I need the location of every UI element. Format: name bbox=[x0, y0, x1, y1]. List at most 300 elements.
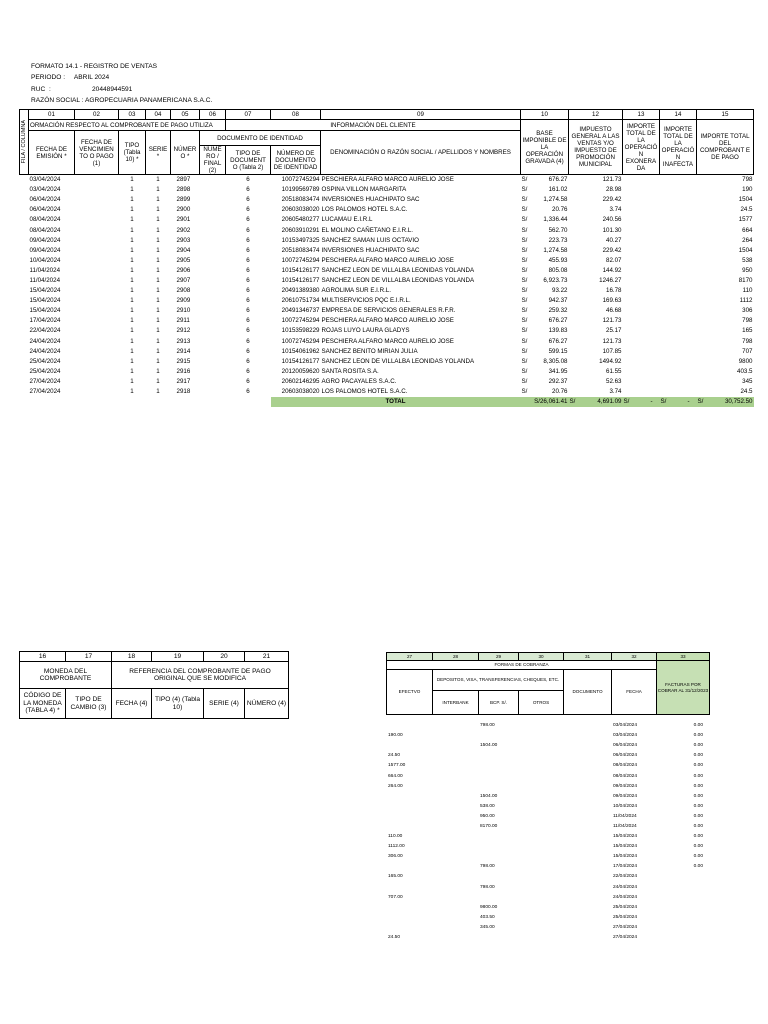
interbank-header: INTERBANK bbox=[433, 691, 479, 715]
empty-cell bbox=[75, 306, 119, 316]
empty-cell bbox=[432, 872, 478, 882]
cell-tipo-doc: 6 bbox=[246, 377, 250, 385]
cell-igv: 229.42 bbox=[602, 196, 622, 204]
empty-cell bbox=[200, 387, 226, 397]
empty-cell bbox=[20, 246, 29, 256]
empty-cell bbox=[518, 731, 563, 741]
cell-razon-social: LOS PALOMOS HOTEL S.A.C. bbox=[321, 388, 408, 396]
currency-symbol: S/ bbox=[521, 236, 528, 244]
cell-bcp bbox=[478, 832, 518, 842]
cell-igv: 169.63 bbox=[602, 297, 622, 305]
colnum-08: 08 bbox=[271, 110, 321, 120]
empty-cell bbox=[563, 842, 611, 852]
base-value: 455.93 bbox=[548, 256, 568, 264]
cell-igv: 3.74 bbox=[609, 388, 622, 396]
cell-fecha: 15/04/2024 bbox=[613, 854, 638, 860]
cell-razon-social: AGROLIMA SUR E.I.R.L. bbox=[321, 287, 391, 295]
table-row bbox=[386, 832, 709, 842]
empty-cell bbox=[75, 347, 119, 357]
cell-fecha: 15/04/2024 bbox=[29, 297, 61, 305]
cell-razon-social: INVERSIONES HUACHIPATO SAC bbox=[321, 246, 420, 254]
base-value: 1,274.58 bbox=[543, 246, 568, 254]
ref-moneda-header: MONEDA DEL COMPROBANTE bbox=[20, 662, 112, 689]
table-row bbox=[20, 225, 754, 235]
empty-cell bbox=[623, 205, 660, 215]
empty-cell bbox=[623, 286, 660, 296]
empty-cell bbox=[20, 296, 29, 306]
cell-serie: 1 bbox=[156, 317, 160, 325]
empty-cell bbox=[518, 751, 563, 761]
cell-tipo: 1 bbox=[130, 347, 134, 355]
empty-cell bbox=[660, 266, 697, 276]
currency-symbol: S/ bbox=[521, 388, 528, 396]
cell-importe-total: 345 bbox=[742, 377, 753, 385]
base-value: 20.76 bbox=[552, 206, 568, 214]
cell-facturas bbox=[656, 883, 709, 893]
cell-fecha: 08/04/2024 bbox=[613, 763, 638, 769]
cell-efectivo: 110.00 bbox=[388, 834, 403, 840]
cell-tipo: 1 bbox=[130, 287, 134, 295]
cell-igv: 52.63 bbox=[606, 377, 622, 385]
cell-tipo-doc: 6 bbox=[246, 256, 250, 264]
cell-tipo-doc: 6 bbox=[246, 357, 250, 365]
empty-cell bbox=[518, 771, 563, 781]
cell-efectivo: 707.00 bbox=[388, 894, 403, 900]
cob-colnum-29: 29 bbox=[479, 653, 519, 661]
cell-efectivo: 1577.00 bbox=[388, 763, 406, 769]
cell-num-doc: 10154126177 bbox=[281, 266, 320, 274]
empty-cell bbox=[200, 296, 226, 306]
cell-serie: 1 bbox=[156, 206, 160, 214]
empty-cell bbox=[432, 883, 478, 893]
table-row bbox=[386, 862, 709, 872]
empty-cell bbox=[660, 276, 697, 286]
cell-importe-total: 24.5 bbox=[740, 206, 753, 214]
empty-cell bbox=[432, 721, 478, 731]
cell-igv: 61.55 bbox=[606, 367, 622, 375]
empty-cell bbox=[75, 236, 119, 246]
cell-fecha: 03/04/2024 bbox=[613, 733, 638, 739]
currency-symbol: S/ bbox=[521, 367, 528, 375]
cell-importe-total: 403.5 bbox=[737, 367, 753, 375]
empty-cell bbox=[75, 276, 119, 286]
group-cliente: INFORMACIÓN DEL CLIENTE bbox=[226, 120, 521, 131]
cell-fecha: 15/04/2024 bbox=[29, 307, 61, 315]
ref-tipo: TIPO (4) (Tabla 10) bbox=[152, 689, 204, 719]
cell-importe-total: 1504 bbox=[738, 196, 753, 204]
empty-cell bbox=[518, 802, 563, 812]
cell-igv: 1494.92 bbox=[599, 357, 622, 365]
table-row bbox=[386, 883, 709, 893]
cell-igv: 101.30 bbox=[602, 226, 622, 234]
cell-fecha: 08/04/2024 bbox=[613, 773, 638, 779]
header-fecha-vencimiento: FECHA DE VENCIMIEN TO O PAGO (1) bbox=[75, 131, 119, 175]
cell-serie: 1 bbox=[156, 256, 160, 264]
cell-razon-social: AGRO PACAYALES S.A.C. bbox=[321, 377, 397, 385]
cell-tipo: 1 bbox=[130, 388, 134, 396]
empty-cell bbox=[660, 286, 697, 296]
cell-fecha: 17/04/2024 bbox=[29, 317, 61, 325]
cell-fecha: 03/04/2024 bbox=[29, 186, 61, 194]
table-row bbox=[386, 782, 709, 792]
table-row bbox=[20, 276, 754, 286]
cell-base-imponible bbox=[521, 256, 569, 266]
table-row bbox=[20, 316, 754, 326]
cob-colnum-27: 27 bbox=[387, 653, 433, 661]
cell-base-imponible bbox=[521, 296, 569, 306]
cell-fecha: 25/04/2024 bbox=[29, 367, 61, 375]
cell-efectivo bbox=[386, 802, 432, 812]
empty-cell bbox=[660, 195, 697, 205]
currency-symbol: S/ bbox=[521, 327, 528, 335]
base-value: 676.27 bbox=[548, 176, 568, 184]
currency-symbol: S/ bbox=[521, 266, 528, 274]
empty-cell bbox=[563, 852, 611, 862]
cell-tipo: 1 bbox=[130, 246, 134, 254]
empty-cell bbox=[200, 286, 226, 296]
cell-num-doc: 10154126177 bbox=[281, 357, 320, 365]
cell-numero: 2905 bbox=[176, 256, 191, 264]
header-inafecta: IMPORTE TOTAL DE LA OPERACIÓ N INAFECTA bbox=[660, 120, 697, 175]
cell-base-imponible bbox=[521, 367, 569, 377]
empty-cell bbox=[75, 377, 119, 387]
cell-efectivo: 264.00 bbox=[388, 783, 403, 789]
cell-serie: 1 bbox=[156, 337, 160, 345]
empty-cell bbox=[563, 812, 611, 822]
cell-facturas bbox=[656, 933, 709, 943]
cell-fecha: 27/04/2024 bbox=[29, 377, 61, 385]
empty-cell bbox=[432, 761, 478, 771]
empty-cell bbox=[20, 377, 29, 387]
empty-cell bbox=[518, 872, 563, 882]
bcp-header: BCP. S/. bbox=[479, 691, 519, 715]
ventas-table bbox=[19, 109, 754, 407]
empty-cell bbox=[660, 175, 697, 186]
cell-razon-social: SANCHEZ LEON DE VILLALBA LEONIDAS YOLANDA bbox=[321, 266, 475, 274]
table-row bbox=[386, 842, 709, 852]
periodo-line: PERIODO : ABRIL 2024 bbox=[31, 74, 110, 81]
depositos-header: DEPOSITOS, VISA, TRANSFERENCIAS, CHEQUES, ETC. bbox=[433, 670, 564, 691]
cell-numero: 2900 bbox=[176, 206, 191, 214]
cell-bcp bbox=[478, 872, 518, 882]
table-row bbox=[386, 923, 709, 933]
ref-colnum-16: 16 bbox=[20, 652, 66, 662]
cell-facturas: 0.00 bbox=[693, 793, 703, 799]
empty-cell bbox=[20, 256, 29, 266]
cell-tipo: 1 bbox=[130, 186, 134, 194]
cell-razon-social: PESCHIERA ALFARO MARCO AURELIO JOSE bbox=[321, 256, 454, 264]
cell-importe-total: 306 bbox=[742, 307, 753, 315]
cell-facturas: 0.00 bbox=[693, 763, 703, 769]
cell-razon-social: EL MOLINO CAÑETANO E.I.R.L. bbox=[321, 226, 413, 234]
cell-importe-total: 798 bbox=[742, 337, 753, 345]
empty-cell bbox=[75, 225, 119, 235]
empty-cell bbox=[518, 792, 563, 802]
cell-tipo-doc: 6 bbox=[246, 347, 250, 355]
cell-base-imponible bbox=[521, 286, 569, 296]
cell-numero: 2899 bbox=[176, 196, 191, 204]
cell-igv: 240.56 bbox=[602, 216, 622, 224]
cell-serie: 1 bbox=[156, 347, 160, 355]
facturas-header: FACTURAS POR COBRAR AL 31/12/2023 bbox=[657, 661, 710, 715]
empty-cell bbox=[660, 316, 697, 326]
total-igv-cell bbox=[569, 397, 623, 407]
empty-cell bbox=[518, 782, 563, 792]
colnum-01: 01 bbox=[29, 110, 75, 120]
cell-tipo-doc: 6 bbox=[246, 196, 250, 204]
empty-cell bbox=[563, 731, 611, 741]
cell-numero: 2914 bbox=[176, 347, 191, 355]
cell-tipo-doc: 6 bbox=[246, 367, 250, 375]
empty-cell bbox=[660, 246, 697, 256]
empty-cell bbox=[200, 266, 226, 276]
cell-igv: 25.17 bbox=[606, 327, 622, 335]
cell-tipo: 1 bbox=[130, 377, 134, 385]
cell-razon-social: LUCAMAU E.I.R.L bbox=[321, 216, 373, 224]
cell-facturas: 0.00 bbox=[693, 723, 703, 729]
cell-numero: 2911 bbox=[176, 317, 190, 325]
table-row bbox=[386, 852, 709, 862]
base-value: 676.27 bbox=[548, 337, 568, 345]
empty-cell bbox=[200, 185, 226, 195]
currency-symbol: S/ bbox=[521, 196, 528, 204]
table-row bbox=[20, 306, 754, 316]
ref-numero: NÚMERO (4) bbox=[245, 689, 289, 719]
empty-cell bbox=[200, 337, 226, 347]
empty-cell bbox=[432, 893, 478, 903]
cob-colnum-30: 30 bbox=[519, 653, 564, 661]
cell-num-doc: 20605480277 bbox=[281, 216, 320, 224]
empty-cell bbox=[623, 215, 660, 225]
empty-cell bbox=[623, 296, 660, 306]
empty-cell bbox=[660, 347, 697, 357]
cell-numero: 2906 bbox=[176, 266, 191, 274]
documento-header: DOCUMENTO bbox=[564, 670, 612, 715]
cell-fecha: 25/04/2024 bbox=[613, 904, 638, 910]
cell-fecha: 06/04/2024 bbox=[613, 753, 638, 759]
currency-symbol: S/ bbox=[521, 357, 528, 365]
cell-fecha: 08/04/2024 bbox=[29, 216, 61, 224]
cell-tipo: 1 bbox=[130, 357, 134, 365]
cell-fecha: 24/04/2024 bbox=[613, 884, 638, 890]
base-value: 1,336.44 bbox=[543, 216, 568, 224]
cell-importe-total: 1577 bbox=[738, 216, 753, 224]
empty-cell bbox=[200, 276, 226, 286]
empty-cell bbox=[20, 215, 29, 225]
cob-colnum-28: 28 bbox=[433, 653, 479, 661]
empty-cell bbox=[432, 913, 478, 923]
cell-tipo: 1 bbox=[130, 367, 134, 375]
cell-fecha: 09/04/2024 bbox=[613, 793, 638, 799]
colnum-10: 10 bbox=[521, 110, 569, 120]
cell-tipo: 1 bbox=[130, 266, 134, 274]
cell-razon-social: SANCHEZ BENITO MIRIAN JULIA bbox=[321, 347, 418, 355]
empty-cell bbox=[20, 326, 29, 336]
cell-efectivo: 664.00 bbox=[388, 773, 403, 779]
cell-num-doc: 10199569789 bbox=[281, 186, 320, 194]
cell-facturas bbox=[656, 903, 709, 913]
total-exo-currency: S/ bbox=[623, 398, 630, 406]
colnum-04: 04 bbox=[146, 110, 171, 120]
empty-cell bbox=[518, 852, 563, 862]
table-row bbox=[20, 195, 754, 205]
cell-efectivo: 190.00 bbox=[388, 733, 403, 739]
cell-bcp bbox=[478, 893, 518, 903]
cell-bcp bbox=[478, 771, 518, 781]
empty-cell bbox=[623, 357, 660, 367]
header-impuesto: IMPUESTO GENERAL A LAS VENTAS Y/O IMPUESTO DE PROMOCIÓN MUNICIPAL bbox=[569, 120, 623, 175]
cell-efectivo bbox=[386, 812, 432, 822]
table-row bbox=[386, 771, 709, 781]
currency-symbol: S/ bbox=[521, 176, 528, 184]
empty-cell bbox=[623, 377, 660, 387]
cell-bcp: 8170.00 bbox=[480, 823, 498, 829]
group-doc-identidad: DOCUMENTO DE IDENTIDAD bbox=[200, 131, 321, 146]
empty-cell bbox=[623, 256, 660, 266]
cell-numero: 2908 bbox=[176, 287, 191, 295]
empty-cell bbox=[20, 337, 29, 347]
cell-fecha: 15/04/2024 bbox=[613, 844, 638, 850]
total-ina-cell bbox=[660, 397, 697, 407]
cell-razon-social: PESCHIERA ALFARO MARCO AURELIO JOSE bbox=[321, 317, 454, 325]
empty-cell bbox=[20, 185, 29, 195]
empty-cell bbox=[563, 802, 611, 812]
empty-cell bbox=[75, 195, 119, 205]
cell-tipo: 1 bbox=[130, 256, 134, 264]
cell-importe-total: 798 bbox=[742, 317, 753, 325]
cell-facturas bbox=[656, 923, 709, 933]
cell-serie: 1 bbox=[156, 307, 160, 315]
cell-numero: 2917 bbox=[176, 377, 191, 385]
empty-cell bbox=[518, 862, 563, 872]
cell-importe-total: 9800 bbox=[738, 357, 753, 365]
total-ina: - bbox=[687, 398, 690, 406]
fila-columna-cell bbox=[20, 110, 29, 175]
cell-num-doc: 20610751734 bbox=[281, 297, 320, 305]
cobranza-table bbox=[386, 652, 710, 715]
cell-fecha: 27/04/2024 bbox=[613, 924, 638, 930]
empty-cell bbox=[660, 225, 697, 235]
cell-base-imponible bbox=[521, 387, 569, 397]
cell-num-doc: 20603038020 bbox=[281, 206, 320, 214]
cell-bcp bbox=[478, 751, 518, 761]
total-ina-currency: S/ bbox=[660, 398, 667, 406]
cell-facturas: 0.00 bbox=[693, 803, 703, 809]
cell-bcp: 345.00 bbox=[480, 924, 495, 930]
table-row bbox=[20, 357, 754, 367]
table-row bbox=[386, 812, 709, 822]
cell-serie: 1 bbox=[156, 367, 160, 375]
cell-serie: 1 bbox=[156, 287, 160, 295]
empty-cell bbox=[623, 246, 660, 256]
empty-cell bbox=[432, 802, 478, 812]
total-exo-cell bbox=[623, 397, 660, 407]
cell-num-doc: 20518083474 bbox=[281, 246, 320, 254]
table-row bbox=[386, 903, 709, 913]
cell-fecha: 11/04/2024 bbox=[29, 266, 61, 274]
base-value: 139.83 bbox=[548, 327, 568, 335]
cell-efectivo bbox=[386, 913, 432, 923]
cell-base-imponible bbox=[521, 205, 569, 215]
empty-cell bbox=[432, 771, 478, 781]
cell-efectivo bbox=[386, 721, 432, 731]
cell-facturas: 0.00 bbox=[693, 753, 703, 759]
cell-facturas bbox=[656, 893, 709, 903]
cell-razon-social: SANCHEZ LEON DE VILLALBA LEONIDAS YOLANDA bbox=[321, 276, 475, 284]
empty-cell bbox=[20, 175, 29, 186]
table-row bbox=[20, 326, 754, 336]
ref-colnum-19: 19 bbox=[152, 652, 204, 662]
cobranza-rows bbox=[386, 721, 709, 943]
cell-igv: 46.68 bbox=[606, 307, 622, 315]
cell-numero: 2897 bbox=[176, 176, 191, 184]
ref-colnum-18: 18 bbox=[112, 652, 152, 662]
cell-fecha: 09/04/2024 bbox=[29, 246, 61, 254]
cell-tipo-doc: 6 bbox=[246, 206, 250, 214]
table-row bbox=[386, 751, 709, 761]
cell-serie: 1 bbox=[156, 236, 160, 244]
cell-base-imponible bbox=[521, 246, 569, 256]
currency-symbol: S/ bbox=[521, 226, 528, 234]
cell-num-doc: 20120059620 bbox=[281, 367, 320, 375]
cell-tipo: 1 bbox=[130, 236, 134, 244]
empty-cell bbox=[518, 933, 563, 943]
cell-num-doc: 20602146295 bbox=[281, 377, 320, 385]
cell-bcp: 403.50 bbox=[480, 914, 495, 920]
ref-codigo-moneda: CÓDIGO DE LA MONEDA (TABLA 4) * bbox=[20, 689, 66, 719]
empty-cell bbox=[563, 761, 611, 771]
cell-razon-social: MULTISERVICIOS PQC E.I.R.L. bbox=[321, 297, 411, 305]
empty-cell bbox=[75, 387, 119, 397]
cell-igv: 229.42 bbox=[602, 246, 622, 254]
empty-cell bbox=[75, 367, 119, 377]
total-igv: 4,691.09 bbox=[597, 398, 622, 406]
empty-cell bbox=[660, 185, 697, 195]
table-row bbox=[386, 802, 709, 812]
header-numero-final: NÚME RO / FINAL (2) bbox=[200, 146, 226, 175]
cell-numero: 2903 bbox=[176, 236, 191, 244]
cell-igv: 107.85 bbox=[602, 347, 622, 355]
base-value: 676.27 bbox=[548, 317, 568, 325]
efectivo-header: EFECTVO bbox=[387, 670, 433, 715]
cell-fecha: 25/04/2024 bbox=[29, 357, 61, 365]
empty-cell bbox=[518, 913, 563, 923]
cell-num-doc: 10072745294 bbox=[281, 337, 320, 345]
cell-fecha: 03/04/2024 bbox=[613, 723, 638, 729]
cell-importe-total: 264 bbox=[742, 236, 753, 244]
cell-serie: 1 bbox=[156, 216, 160, 224]
empty-cell bbox=[563, 913, 611, 923]
empty-cell bbox=[563, 883, 611, 893]
cell-num-doc: 10153497325 bbox=[281, 236, 320, 244]
header-exonerada: IMPORTE TOTAL DE LA OPERACIÓ N EXONERA DA bbox=[623, 120, 660, 175]
cell-tipo: 1 bbox=[130, 196, 134, 204]
cell-importe-total: 165 bbox=[742, 327, 753, 335]
cell-serie: 1 bbox=[156, 226, 160, 234]
cell-bcp: 1504.00 bbox=[480, 743, 498, 749]
empty-cell bbox=[518, 883, 563, 893]
empty-cell bbox=[660, 326, 697, 336]
fecha-header: FECHA bbox=[612, 670, 657, 715]
empty-cell bbox=[623, 387, 660, 397]
empty-cell bbox=[518, 842, 563, 852]
empty-cell bbox=[518, 832, 563, 842]
formas-cobranza-header: FORMAS DE COBRANZA bbox=[387, 661, 657, 670]
referencia-table bbox=[19, 651, 289, 719]
empty-cell bbox=[200, 215, 226, 225]
base-value: 292.37 bbox=[548, 377, 568, 385]
cell-numero: 2912 bbox=[176, 327, 191, 335]
